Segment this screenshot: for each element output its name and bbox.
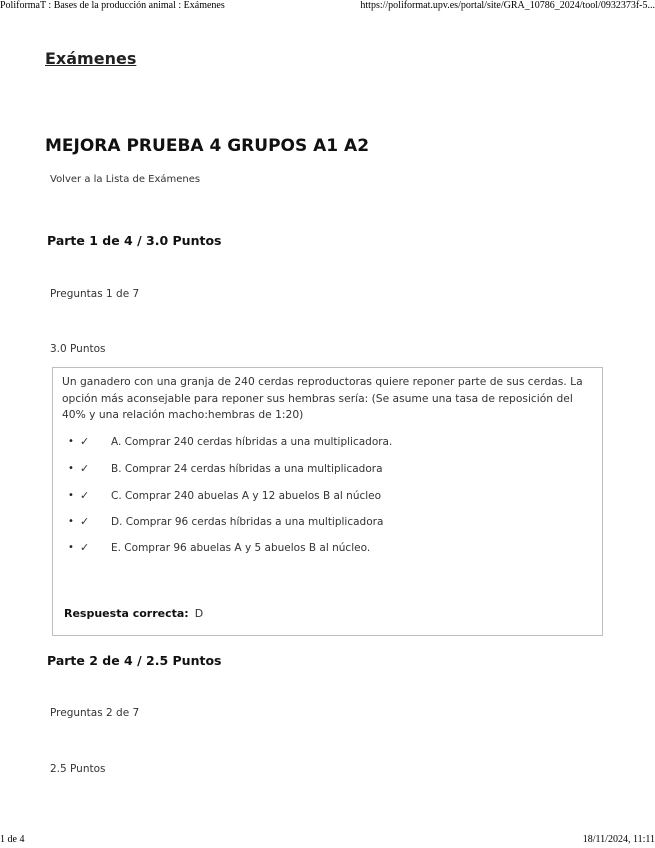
answer-label: C. Comprar 240 abuelas A y 12 abuelos B al núcleo — [111, 490, 382, 502]
bullet-icon: • — [68, 516, 74, 527]
questions-count: Preguntas 1 de 7 — [50, 288, 140, 300]
checkmark-icon: ✓ — [80, 515, 90, 528]
exam-title: MEJORA PRUEBA 4 GRUPOS A1 A2 — [45, 136, 370, 156]
correct-answer-label: Respuesta correcta: — [64, 607, 189, 620]
points-label: 3.0 Puntos — [50, 343, 106, 355]
checkmark-icon: ✓ — [80, 435, 90, 448]
answer-option — [53, 516, 602, 534]
part-heading: Parte 2 de 4 / 2.5 Puntos — [47, 653, 222, 668]
bullet-icon: • — [68, 463, 74, 474]
checkmark-icon: ✓ — [80, 462, 90, 475]
answer-option — [53, 542, 602, 560]
print-timestamp: 18/11/2024, 11:11 — [582, 834, 655, 845]
back-to-exam-list-link[interactable]: Volver a la Lista de Exámenes — [50, 174, 201, 185]
part-heading: Parte 1 de 4 / 3.0 Puntos — [47, 233, 222, 248]
question-box — [52, 367, 603, 636]
answer-option — [53, 436, 602, 454]
points-label: 2.5 Puntos — [50, 763, 106, 775]
section-title: Exámenes — [45, 49, 137, 68]
answer-option — [53, 490, 602, 508]
checkmark-icon: ✓ — [80, 489, 90, 502]
print-footer — [0, 834, 655, 848]
bullet-icon: • — [68, 542, 74, 553]
answer-option — [53, 463, 602, 481]
bullet-icon: • — [68, 436, 74, 447]
questions-count: Preguntas 2 de 7 — [50, 707, 140, 719]
page-number: 1 de 4 — [0, 834, 25, 845]
answer-label: E. Comprar 96 abuelas A y 5 abuelos B al núcleo. — [111, 542, 371, 554]
answer-label: B. Comprar 24 cerdas híbridas a una multiplicadora — [111, 463, 383, 475]
print-header — [0, 0, 655, 14]
checkmark-icon: ✓ — [80, 541, 90, 554]
print-header-url: https://poliformat.upv.es/portal/site/GRA_10786_2024/tool/0932373f-5... — [360, 0, 655, 11]
bullet-icon: • — [68, 490, 74, 501]
question-text: Un ganadero con una granja de 240 cerdas reproductoras quiere reponer parte de sus cerdas. La opción más aconsejable para reponer sus hembras sería: (Se asume una tasa de reposición del 40% y una relación macho:hembras de 1:20) — [62, 375, 583, 421]
correct-answer — [64, 607, 203, 620]
print-header-title: PoliformaT : Bases de la producción animal : Exámenes — [0, 0, 225, 11]
correct-answer-value: D — [194, 607, 204, 620]
answer-label: D. Comprar 96 cerdas híbridas a una multiplicadora — [111, 516, 384, 528]
answer-label: A. Comprar 240 cerdas híbridas a una multiplicadora. — [111, 436, 393, 448]
